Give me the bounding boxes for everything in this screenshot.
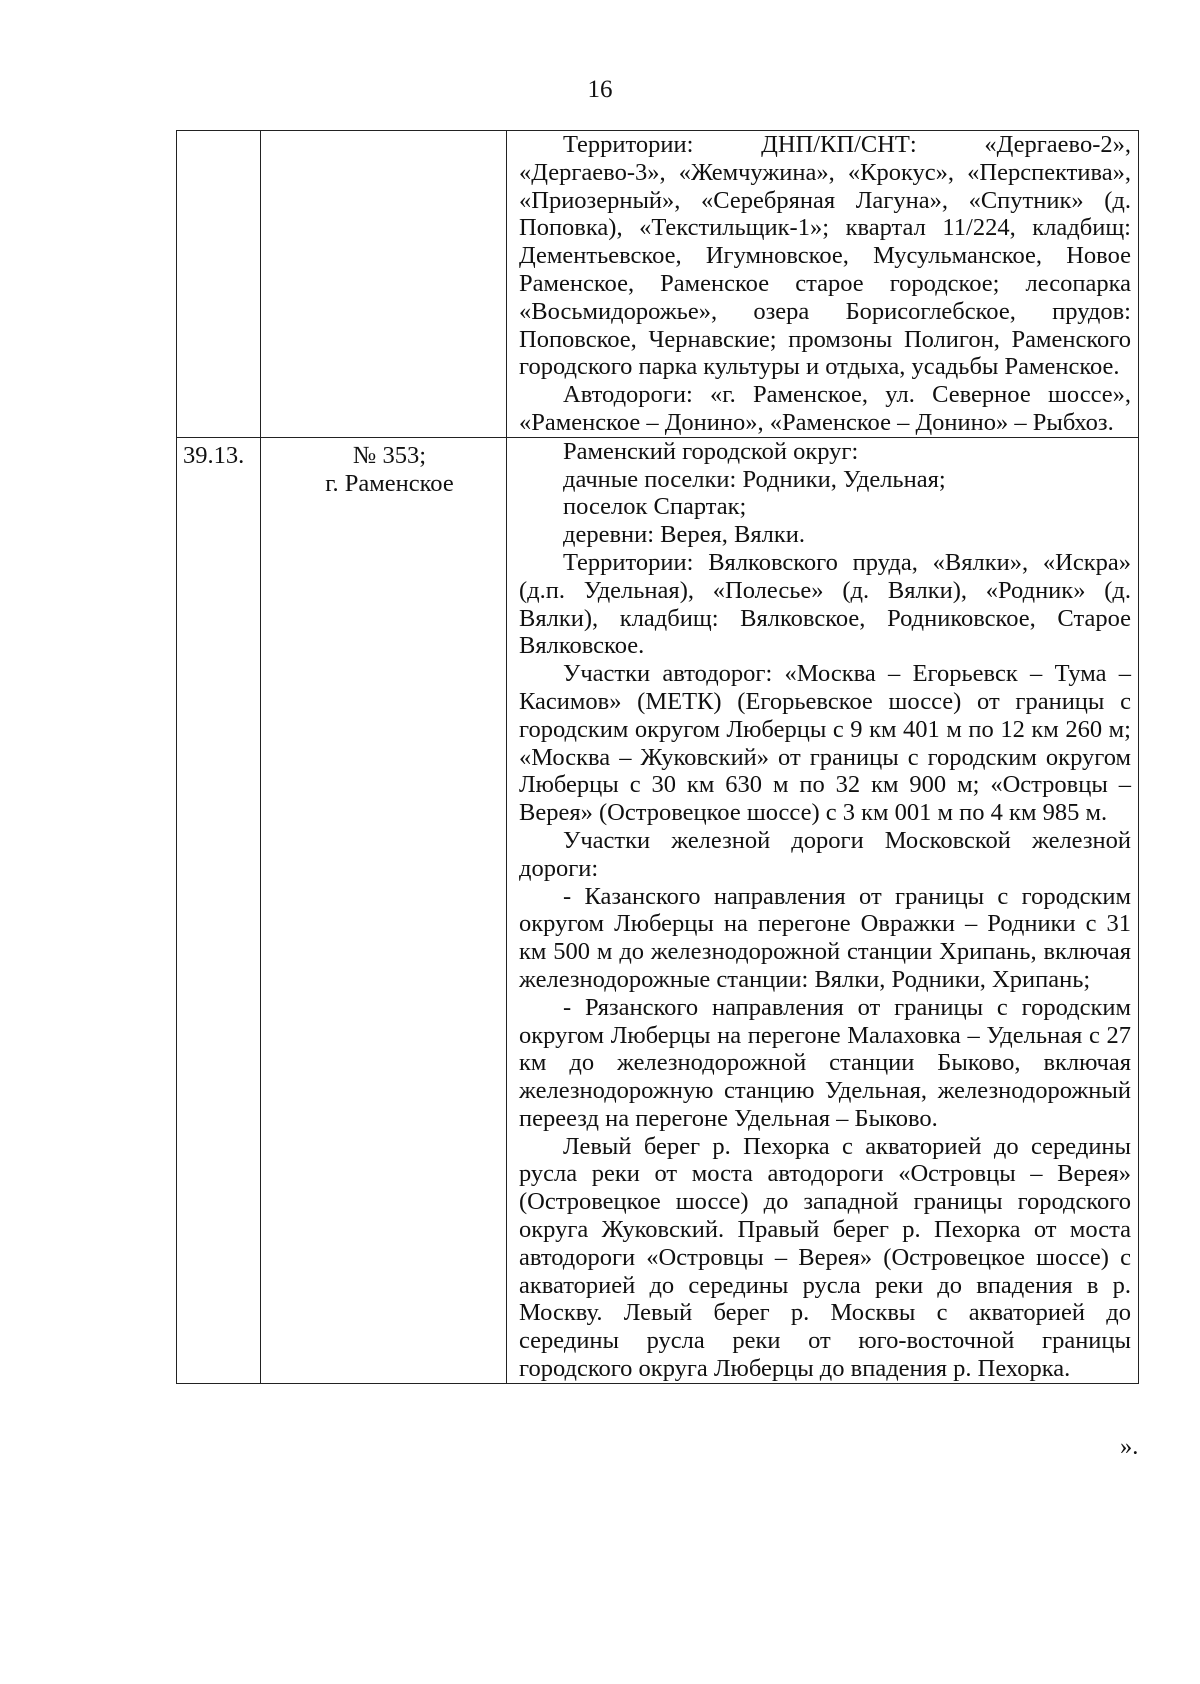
kazan-direction-paragraph: - Казанского направления от границы с городским округом Люберцы на перегоне Овражки – Родники с 31 км 500 м до железнодорожной станции Хрипань, включая железнодорожные станции: Вялки, Родники, Хрипань; [519, 882, 1131, 993]
district-line: Раменский городской округ: [563, 437, 859, 465]
railway-sections-paragraph: Участки железной дороги Московской железной дороги: [519, 826, 1131, 882]
object-number: № 353; [352, 441, 427, 469]
territories-paragraph: Территории: ДНП/КП/СНТ: «Дергаево-2», «Дергаево-3», «Жемчужина», «Крокус», «Перспектива», «Приозерный», «Серебряная Лагуна», «Спутник» (д. Поповка), «Текстильщик-1»; квартал 11/224, кладбищ: Дементьевское, Игумновское, Мусульманское, Новое Раменское, Раменское старое городское; лесопарка «Восьмидорожье», озера Борисоглебское, прудов: Поповское, Чернавские; промзоны Полигон, Раменского городского парка культуры и отдыха, усадьбы Раменское. [519, 131, 1131, 381]
dacha-settlements-line: дачные поселки: Родники, Удельная; [563, 465, 946, 493]
page-number: 16 [587, 76, 613, 103]
row-number-cell [177, 131, 261, 438]
ryazan-direction-paragraph: - Рязанского направления от границы с городским округом Люберцы на перегоне Малаховка – Удельная с 27 км до железнодорожной станции Быково, включая железнодорожную станцию Удельная, железнодорожный переезд на перегоне Удельная – Быково. [519, 993, 1131, 1132]
object-name-cell [261, 131, 507, 438]
territories-paragraph: Территории: Вялковского пруда, «Вялки», «Искра» (д.п. Удельная), «Полесье» (д. Вялки), «Родник» (д. Вялки), кладбищ: Вялковское, Родниковское, Старое Вялковское. [519, 548, 1131, 660]
object-city: г. Раменское [325, 469, 454, 497]
road-sections-paragraph: Участки автодорог: «Москва – Егорьевск – Тума – Касимов» (МЕТК) (Егорьевское шоссе) от границы с городским округом Люберцы с 9 км 401 м по 12 км 260 м; «Москва – Жуковский» от границы с городским округом Люберцы с 30 км 630 м по 32 км 900 м; «Островцы – Верея» (Островецкое шоссе) с 3 км 001 м по 4 км 985 м. [519, 660, 1131, 827]
riverbanks-paragraph: Левый берег р. Пехорка с акваторией до середины русла реки от моста автодороги «Островцы – Верея» (Островецкое шоссе) до западной границы городского округа Жуковский. Правый берег р. Пехорка от моста автодороги «Островцы – Верея» (Островецкое шоссе) с акваторией до середины русла реки до впадения в р. Москву. Левый берег р. Москвы с акваторией до середины русла реки от юго-восточной границы городского округа Люберцы до впадения р. Пехорка. [519, 1132, 1131, 1383]
roads-paragraph: Автодороги: «г. Раменское, ул. Северное шоссе», «Раменское – Донино», «Раменское – Донино» – Рыбхоз. [519, 381, 1131, 436]
object-name-cell [261, 437, 507, 1383]
table-row [177, 437, 1139, 1383]
table-row [177, 131, 1139, 438]
territory-description-cell [507, 437, 1139, 1383]
territory-table [176, 130, 1139, 1384]
settlement-line: поселок Спартак; [563, 493, 747, 521]
territory-description-cell [507, 131, 1139, 438]
villages-line: деревни: Верея, Вялки. [563, 521, 806, 549]
row-number-cell: 39.13. [177, 437, 261, 1383]
closing-quote-mark: ». [1120, 1433, 1139, 1460]
